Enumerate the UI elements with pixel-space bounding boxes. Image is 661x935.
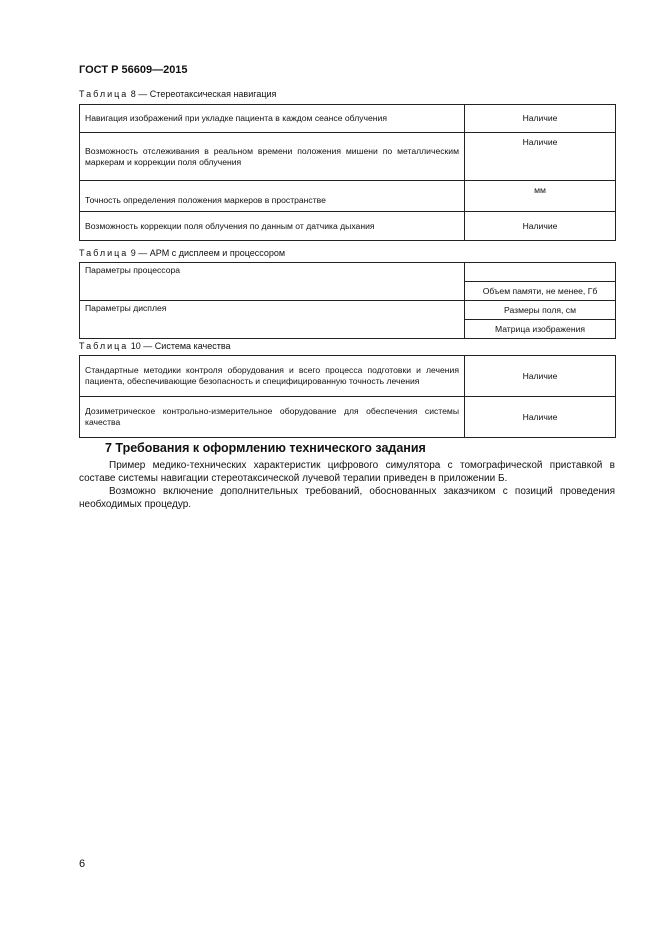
table8-row4-name: Возможность коррекции поля облучения по данным от датчика дыхания — [80, 212, 465, 241]
table10-caption — [79, 341, 231, 351]
document-code: ГОСТ Р 56609—2015 — [79, 64, 188, 76]
section-heading: 7 Требования к оформлению технического задания — [105, 441, 426, 455]
section-paragraph-1: Пример медико-технических характеристик цифрового симулятора с томографической приставкой в составе системы навигации стереотаксической лучевой терапии приведен в приложении Б. — [79, 460, 615, 484]
table-row — [80, 181, 616, 212]
table8-row1-value: Наличие — [465, 105, 616, 133]
page-number: 6 — [79, 858, 86, 870]
table8-caption — [79, 89, 276, 99]
table9-display-value1: Размеры поля, см — [465, 301, 616, 320]
table8-row4-value: Наличие — [465, 212, 616, 241]
table9-processor-name: Параметры процессора — [80, 263, 465, 301]
table10-row1-value: Наличие — [465, 356, 616, 397]
table9 — [79, 262, 616, 339]
table-row — [80, 133, 616, 181]
table9-caption-word: Таблица — [79, 248, 129, 258]
table10-caption-title: 10 — Система качества — [128, 341, 231, 351]
table9-processor-value1 — [465, 263, 616, 282]
table-row — [80, 263, 616, 282]
table10-row2-value: Наличие — [465, 397, 616, 438]
table8-row1-name: Навигация изображений при укладке пациента в каждом сеансе облучения — [80, 105, 465, 133]
table8 — [79, 104, 616, 241]
table-row — [80, 301, 616, 320]
table9-caption — [79, 248, 285, 258]
table-row — [80, 212, 616, 241]
table10-caption-word: Таблица — [79, 341, 129, 351]
table8-row2-value: Наличие — [465, 133, 616, 181]
table10-row2-name: Дозиметрическое контрольно-измерительное оборудование для обеспечения системы качества — [80, 397, 465, 438]
table8-row3-name: Точность определения положения маркеров в пространстве — [80, 181, 465, 212]
table8-caption-title: 8 — Стереотаксическая навигация — [128, 89, 277, 99]
table9-processor-value2: Объем памяти, не менее, Гб — [465, 282, 616, 301]
table-row — [80, 105, 616, 133]
table9-display-name: Параметры дисплея — [80, 301, 465, 339]
table8-caption-word: Таблица — [79, 89, 129, 99]
table9-caption-title: 9 — АРМ с дисплеем и процессором — [128, 248, 286, 258]
table9-display-value2: Матрица изображения — [465, 320, 616, 339]
table8-row2-name: Возможность отслеживания в реальном времени положения мишени по металлическим маркерам и коррекции поля облучения — [80, 133, 465, 181]
table8-row3-value: мм — [465, 181, 616, 212]
table10-row1-name: Стандартные методики контроля оборудования и всего процесса подготовки и лечения пациента, обеспечивающие безопасность и специфицированную точность лечения — [80, 356, 465, 397]
section-paragraph-2: Возможно включение дополнительных требований, обоснованных заказчиком с позиций проведения необходимых процедур. — [79, 486, 615, 510]
table10 — [79, 355, 616, 438]
table-row — [80, 397, 616, 438]
table-row — [80, 356, 616, 397]
